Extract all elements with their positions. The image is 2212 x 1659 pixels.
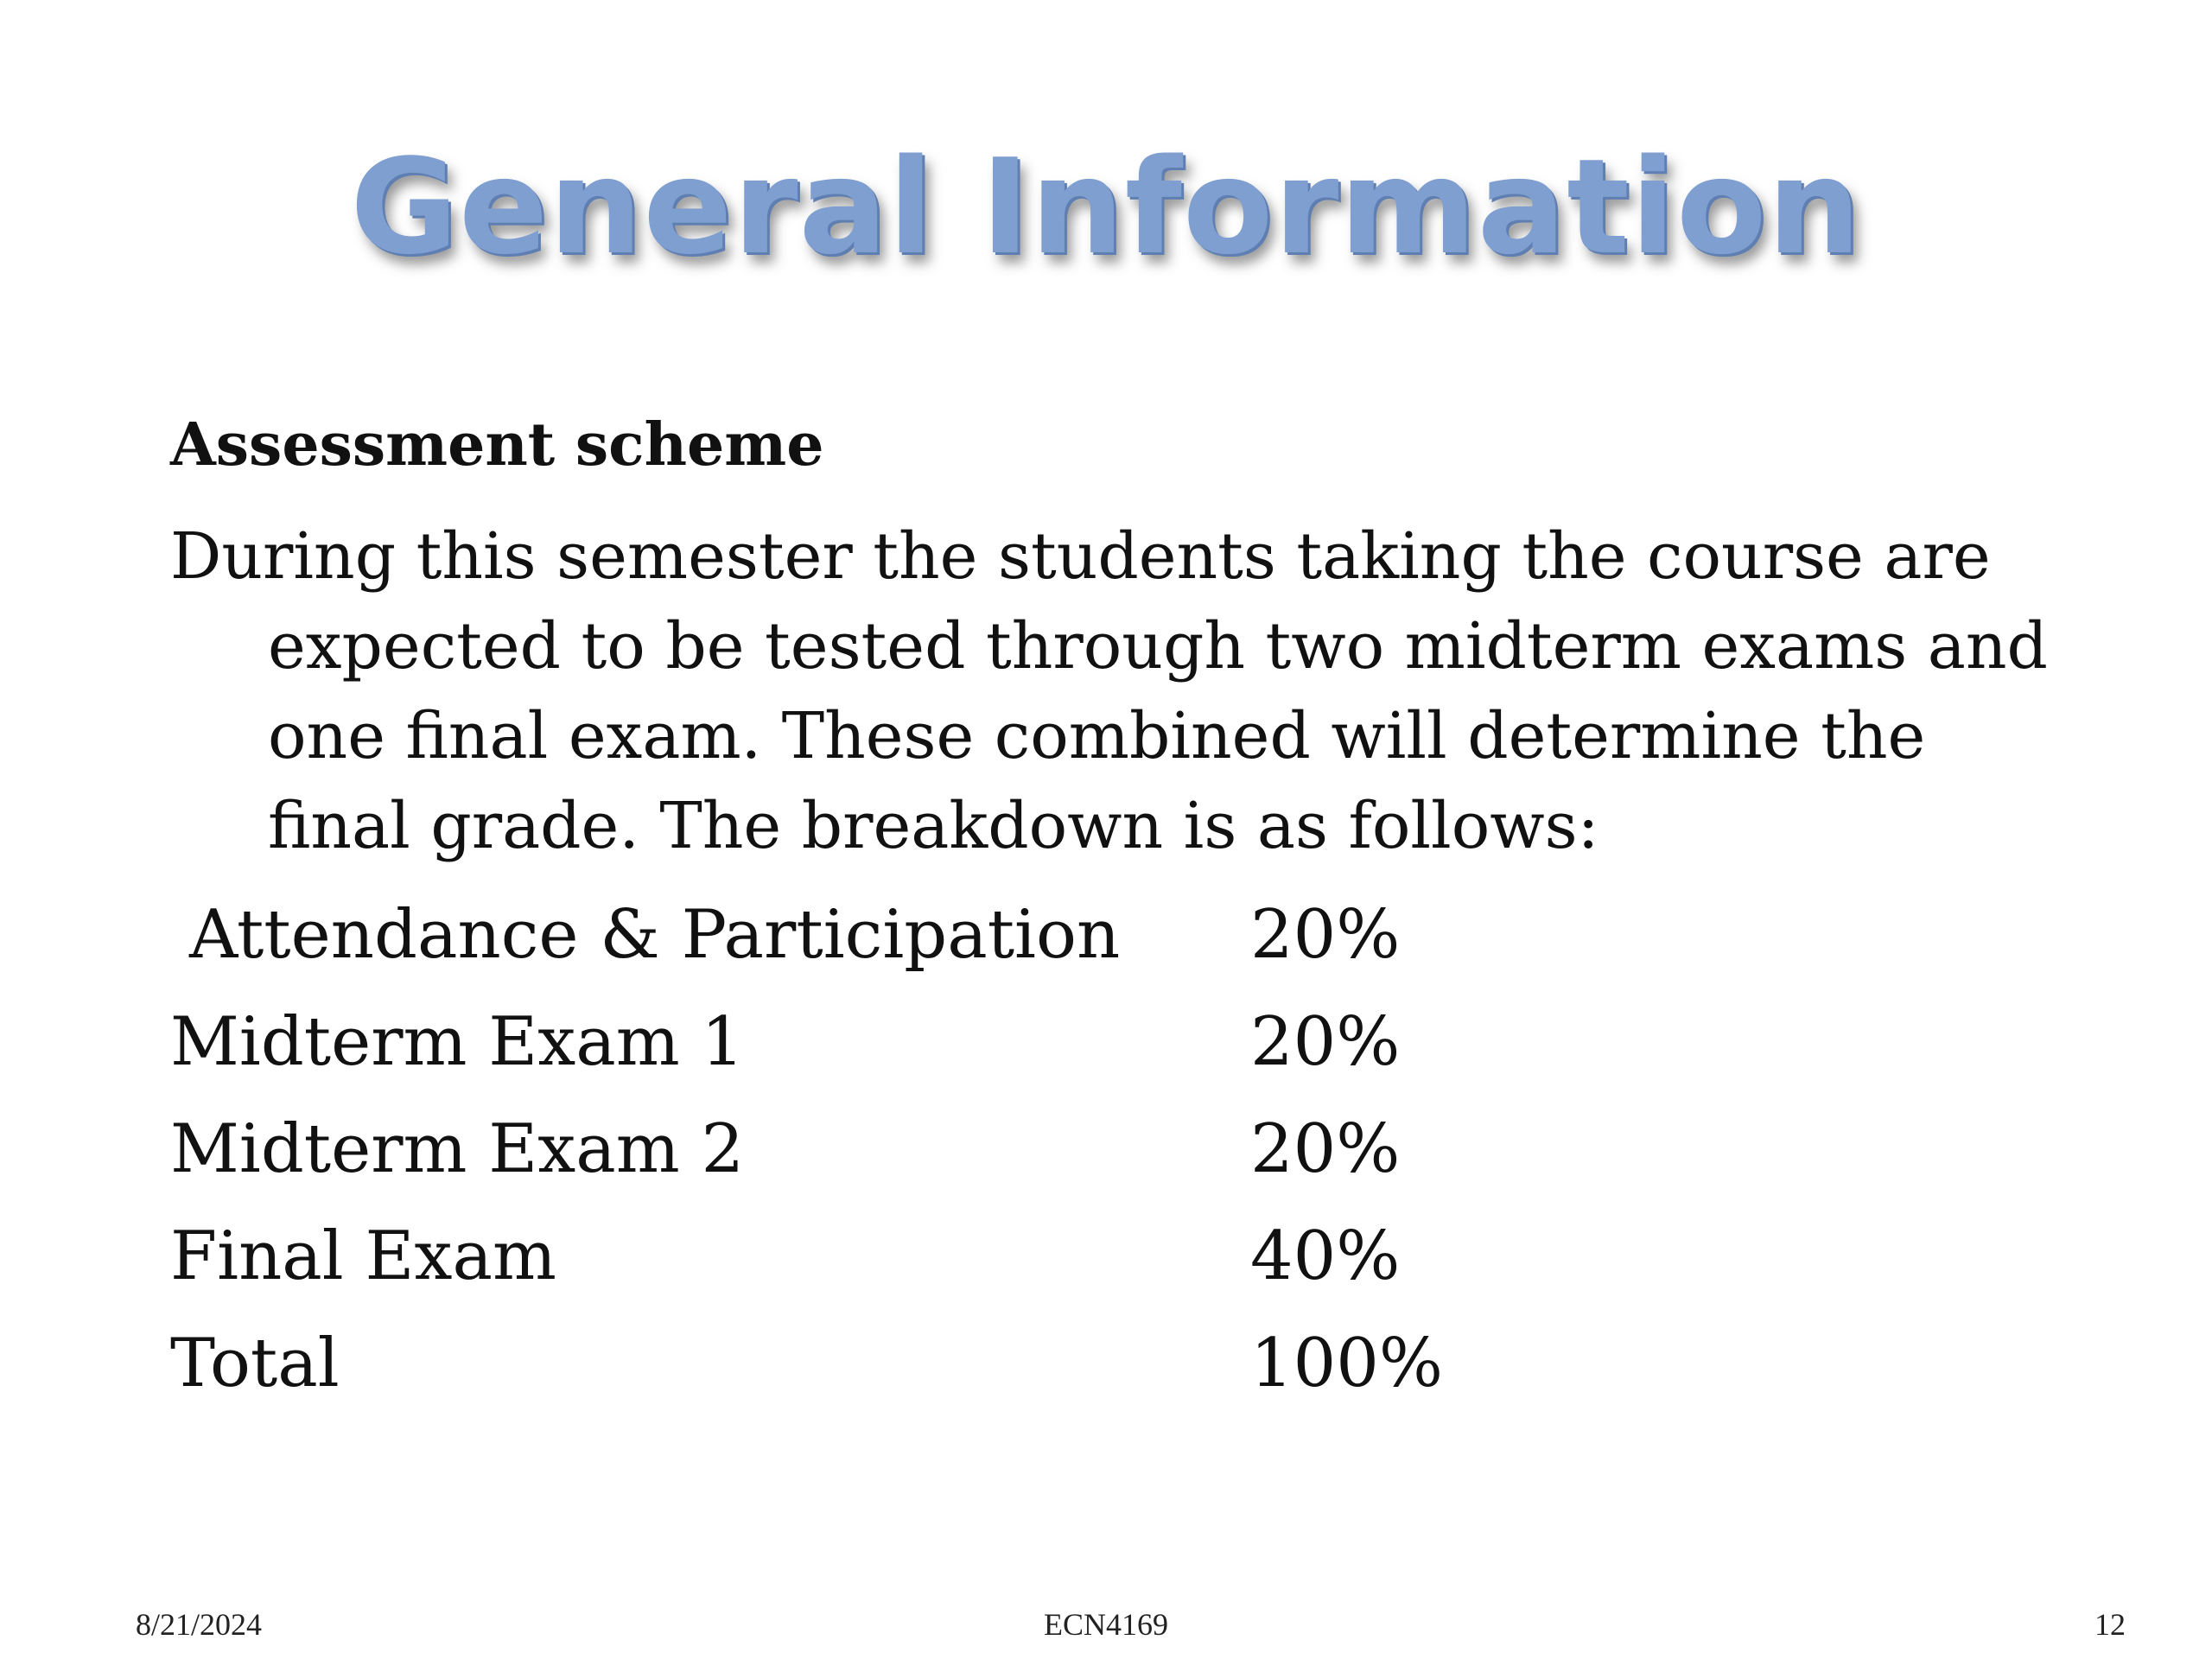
breakdown-row [170, 1096, 1553, 1203]
breakdown-value: 40% [1250, 1217, 1401, 1295]
paragraph-line: final grade. The breakdown is as follows: [268, 789, 1599, 863]
breakdown-value: 20% [1250, 1003, 1401, 1081]
breakdown-value: 20% [1250, 1110, 1401, 1188]
breakdown-value: 100% [1250, 1325, 1443, 1402]
breakdown-label: Midterm Exam 2 [170, 1110, 745, 1188]
description-paragraph [170, 512, 2123, 871]
grade-breakdown-list [170, 881, 1553, 1417]
breakdown-label: Attendance & Participation [189, 896, 1121, 974]
paragraph-line: During this semester the students taking the course are [170, 519, 1991, 594]
breakdown-row [170, 988, 1553, 1096]
breakdown-row-total [170, 1310, 1553, 1417]
breakdown-label: Total [170, 1325, 340, 1402]
breakdown-label: Midterm Exam 1 [170, 1003, 745, 1081]
paragraph-line: expected to be tested through two midterm exams and [268, 609, 2048, 683]
slide-title: General Information [350, 130, 1862, 283]
paragraph-line: one final exam. These combined will determine the [268, 699, 1926, 773]
footer-course-code: ECN4169 [1044, 1607, 1168, 1642]
section-heading: Assessment scheme [170, 410, 824, 480]
breakdown-row [170, 1203, 1553, 1310]
breakdown-label: Final Exam [170, 1217, 556, 1295]
footer-date: 8/21/2024 [136, 1607, 263, 1642]
footer-page-number: 12 [2094, 1607, 2126, 1642]
breakdown-value: 20% [1250, 896, 1401, 974]
breakdown-row [170, 881, 1553, 988]
